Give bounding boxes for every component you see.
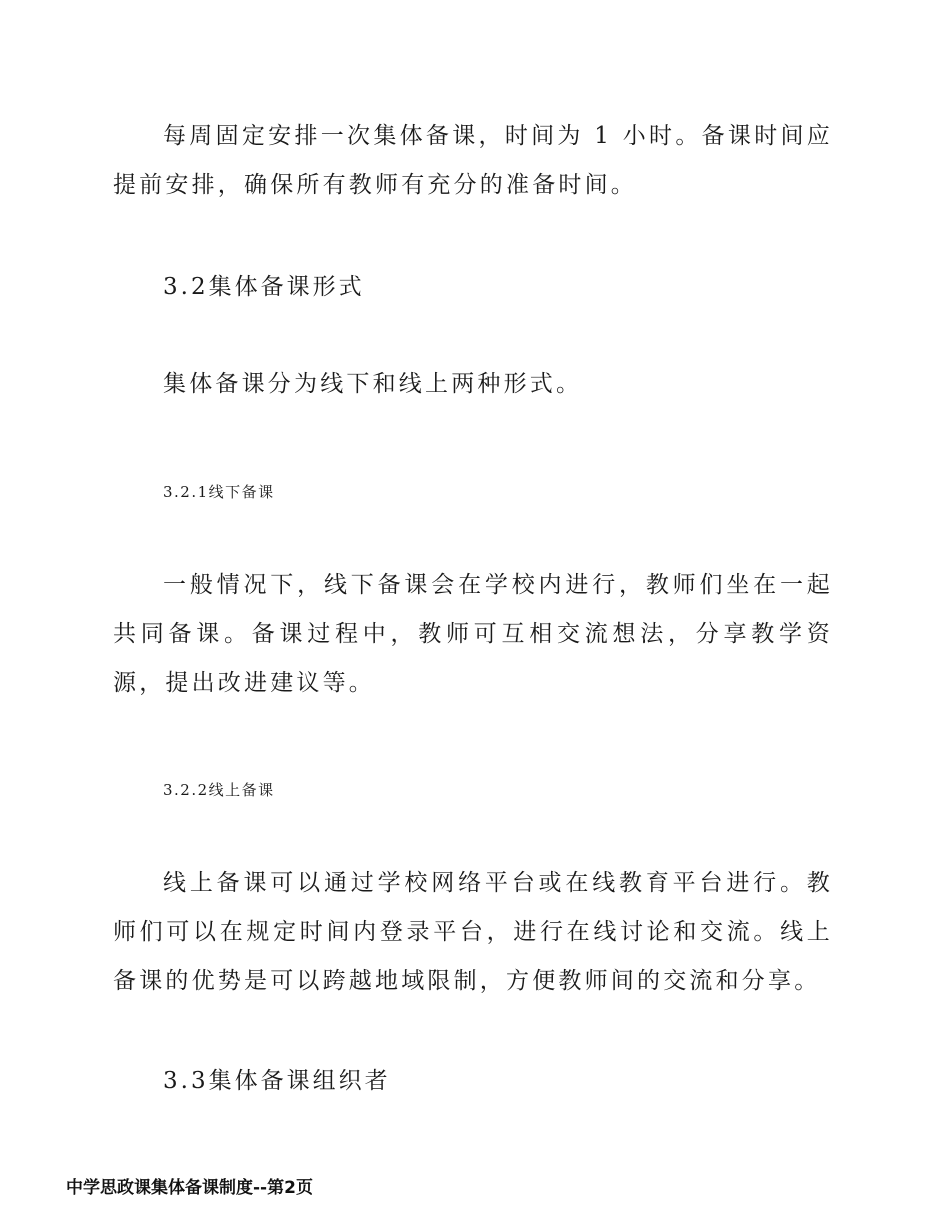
paragraph-offline: 一般情况下，线下备课会在学校内进行，教师们坐在一起共同备课。备课过程中，教师可互相交流想法，分享教学资源，提出改进建议等。 <box>113 572 833 696</box>
paragraph-schedule: 每周固定安排一次集体备课，时间为 1 小时。备课时间应提前安排，确保所有教师有充分的准备时间。 <box>113 123 833 198</box>
heading-3-2-2: 3.2.2线上备课 <box>163 781 275 799</box>
heading-3-2: 3.2集体备课形式 <box>163 274 365 300</box>
heading-3-2-1: 3.2.1线下备课 <box>163 483 275 501</box>
paragraph-forms: 集体备课分为线下和线上两种形式。 <box>163 371 583 397</box>
page-footer: 中学思政课集体备课制度--第2页 <box>66 1178 313 1198</box>
paragraph-online: 线上备课可以通过学校网络平台或在线教育平台进行。教师们可以在规定时间内登录平台，进行在线讨论和交流。线上备课的优势是可以跨越地域限制，方便教师间的交流和分享。 <box>113 870 833 994</box>
heading-3-3: 3.3集体备课组织者 <box>163 1068 391 1094</box>
